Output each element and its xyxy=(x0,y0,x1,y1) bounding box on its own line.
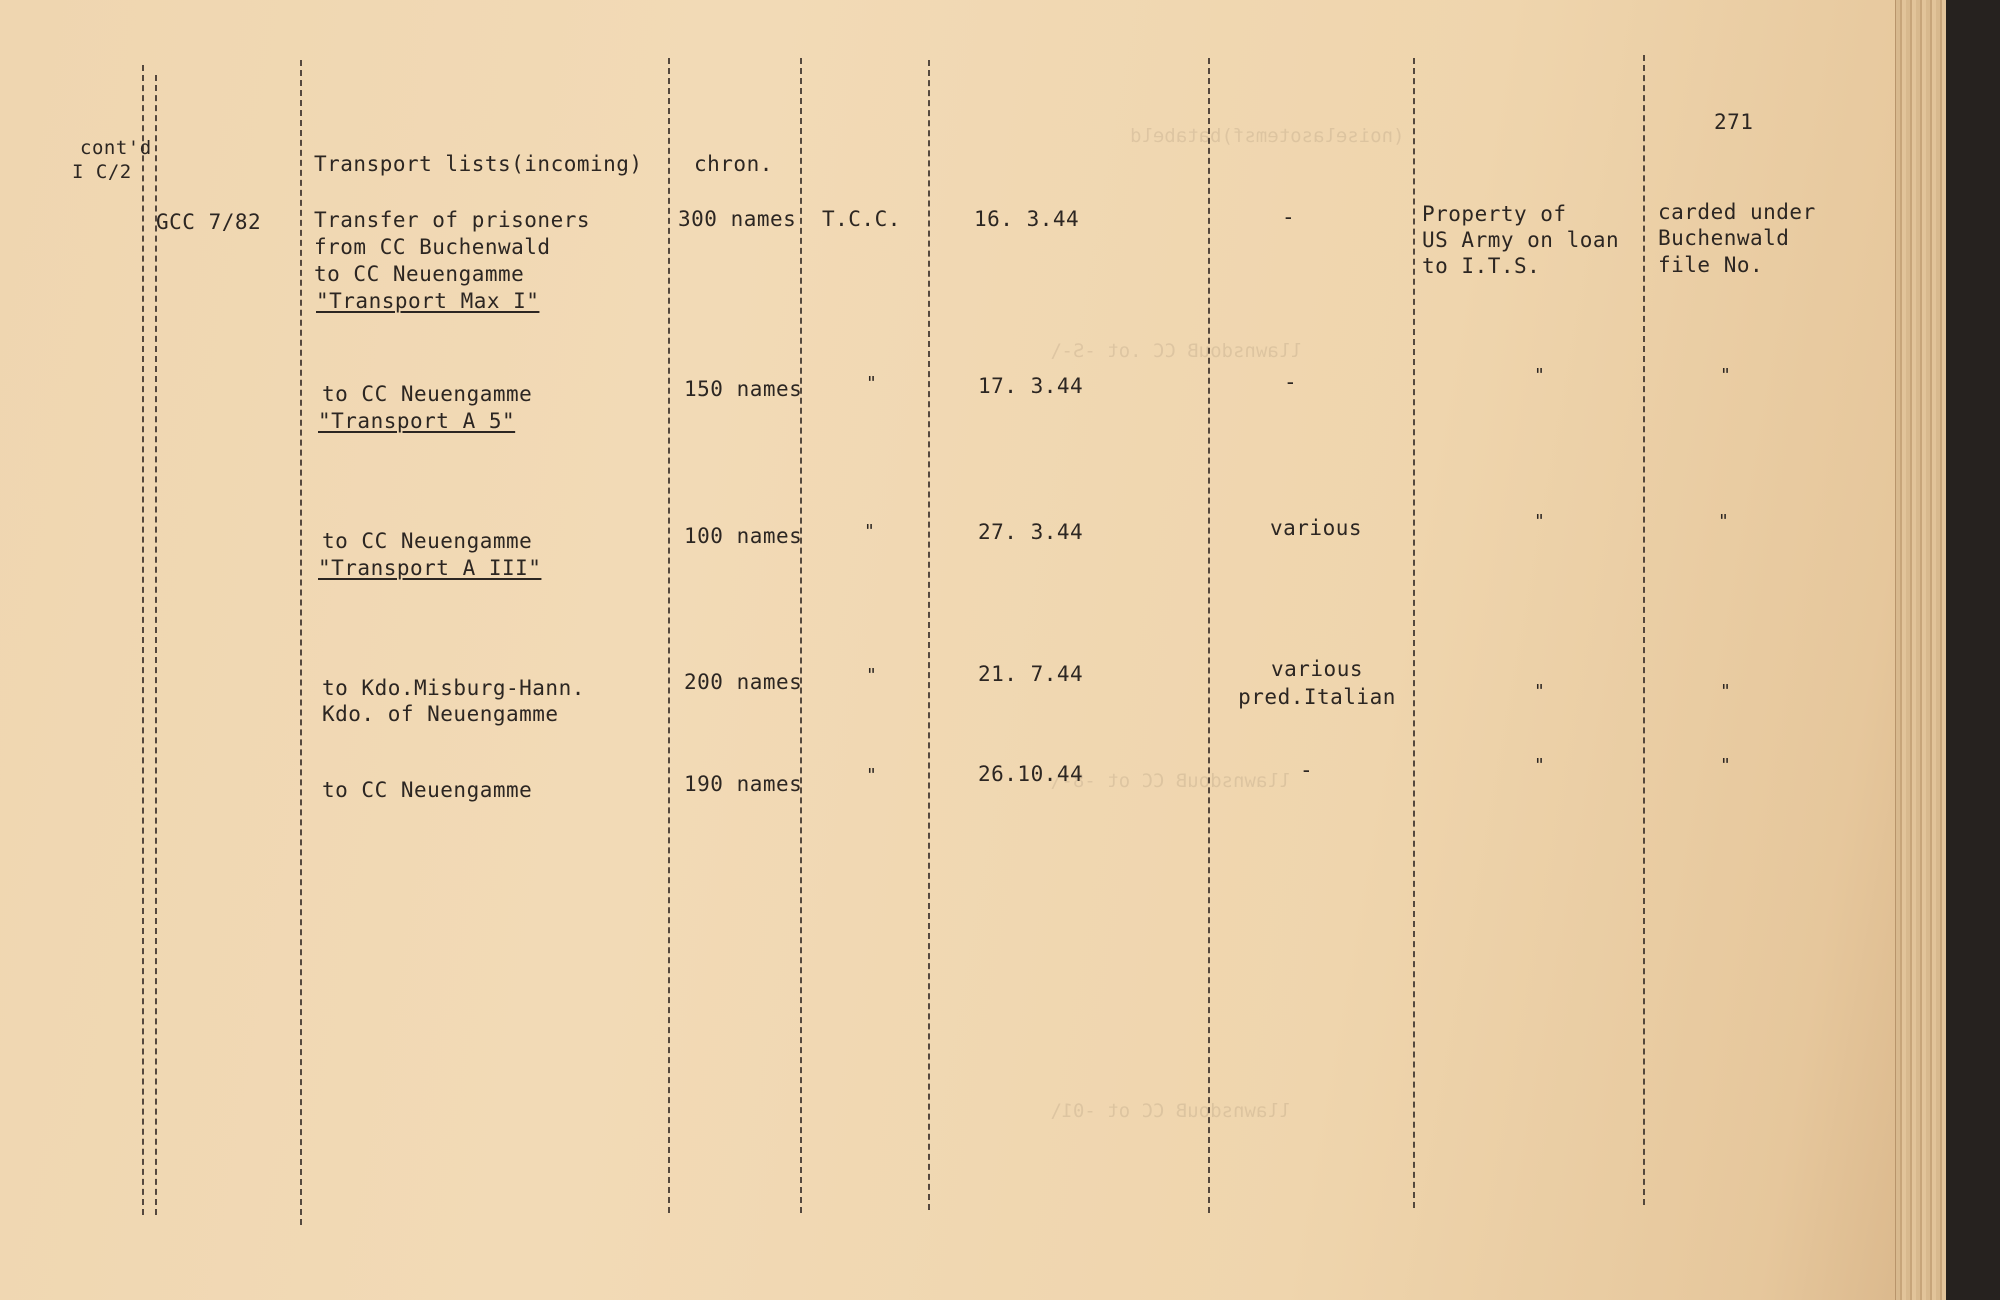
property-ditto: " xyxy=(1534,755,1546,776)
bleed-through-text: llawnsdouB CC ot -01\ xyxy=(1050,1100,1291,1122)
entry-source-ditto: " xyxy=(866,373,878,394)
transport-name: "Transport A 5" xyxy=(318,409,516,433)
column-rule xyxy=(1413,58,1415,1208)
entry-description-line: Transfer of prisoners xyxy=(314,208,591,232)
entry-nationality: various xyxy=(1270,516,1363,540)
column-rule xyxy=(300,60,302,1225)
entry-description-line: to CC Neuengamme xyxy=(322,529,533,553)
carded-ditto: " xyxy=(1720,755,1732,776)
section-code: I C/2 xyxy=(72,161,132,183)
bleed-through-text: llawnsdouB CC ot -8-\ xyxy=(1050,770,1291,792)
column-rule xyxy=(1643,55,1645,1205)
entry-nationality: - xyxy=(1282,205,1296,229)
entry-description-line: to CC Neuengamme xyxy=(322,382,533,406)
carded-ditto: " xyxy=(1720,365,1732,386)
entry-nationality: various pred.Italian xyxy=(1238,657,1396,709)
entry-nationality: - xyxy=(1300,758,1314,782)
column-rule xyxy=(155,75,157,1215)
entry-date: 26.10.44 xyxy=(978,762,1084,786)
column-rule xyxy=(1208,58,1210,1213)
transport-name: "Transport Max I" xyxy=(316,289,540,313)
entry-date: 21. 7.44 xyxy=(978,662,1084,686)
entry-count: 150 names xyxy=(684,377,803,401)
transport-name: "Transport A III" xyxy=(318,556,542,580)
property-line: to I.T.S. xyxy=(1422,254,1541,278)
entry-description-line: to CC Neuengamme xyxy=(314,262,525,286)
entry-date: 17. 3.44 xyxy=(978,374,1084,398)
entry-source-ditto: " xyxy=(866,765,878,786)
entry-source-ditto: " xyxy=(866,665,878,686)
entry-count: 100 names xyxy=(684,524,803,548)
entry-description-line: to Kdo.Misburg-Hann. xyxy=(322,676,585,700)
column-title: Transport lists(incoming) xyxy=(314,152,643,176)
property-line: Property of xyxy=(1422,202,1567,226)
bleed-through-text: llawnsdouB CC .ot -S-\ xyxy=(1050,340,1302,362)
page-number: 271 xyxy=(1714,110,1754,134)
entry-source-ditto: " xyxy=(864,521,876,542)
column-rule xyxy=(800,58,802,1213)
entry-nationality: - xyxy=(1284,370,1298,394)
book-page-edges xyxy=(1895,0,1946,1300)
entry-source: T.C.C. xyxy=(822,207,901,231)
entry-count: 190 names xyxy=(684,772,803,796)
file-code: GCC 7/82 xyxy=(156,210,262,234)
property-line: US Army on loan xyxy=(1422,228,1620,252)
column-rule xyxy=(928,60,930,1210)
entry-description-line: Kdo. of Neuengamme xyxy=(322,702,559,726)
column-rule xyxy=(668,58,670,1213)
bleed-through-text: (noiselasotemsf)batabeld xyxy=(1130,125,1405,147)
entry-description-line: from CC Buchenwald xyxy=(314,235,551,259)
contd-label: cont'd xyxy=(80,137,152,159)
column-rule xyxy=(142,65,144,1215)
carded-line: carded under xyxy=(1658,200,1816,224)
entry-date: 27. 3.44 xyxy=(978,520,1084,544)
entry-count: 200 names xyxy=(684,670,803,694)
property-ditto: " xyxy=(1534,681,1546,702)
property-ditto: " xyxy=(1534,511,1546,532)
entry-date: 16. 3.44 xyxy=(974,207,1080,231)
carded-ditto: " xyxy=(1720,681,1732,702)
property-ditto: " xyxy=(1534,365,1546,386)
entry-count: 300 names xyxy=(678,207,797,231)
carded-ditto: " xyxy=(1718,511,1730,532)
carded-line: Buchenwald xyxy=(1658,226,1790,250)
entry-description-line: to CC Neuengamme xyxy=(322,778,533,802)
chron-label: chron. xyxy=(694,152,773,176)
carded-line: file No. xyxy=(1658,253,1764,277)
